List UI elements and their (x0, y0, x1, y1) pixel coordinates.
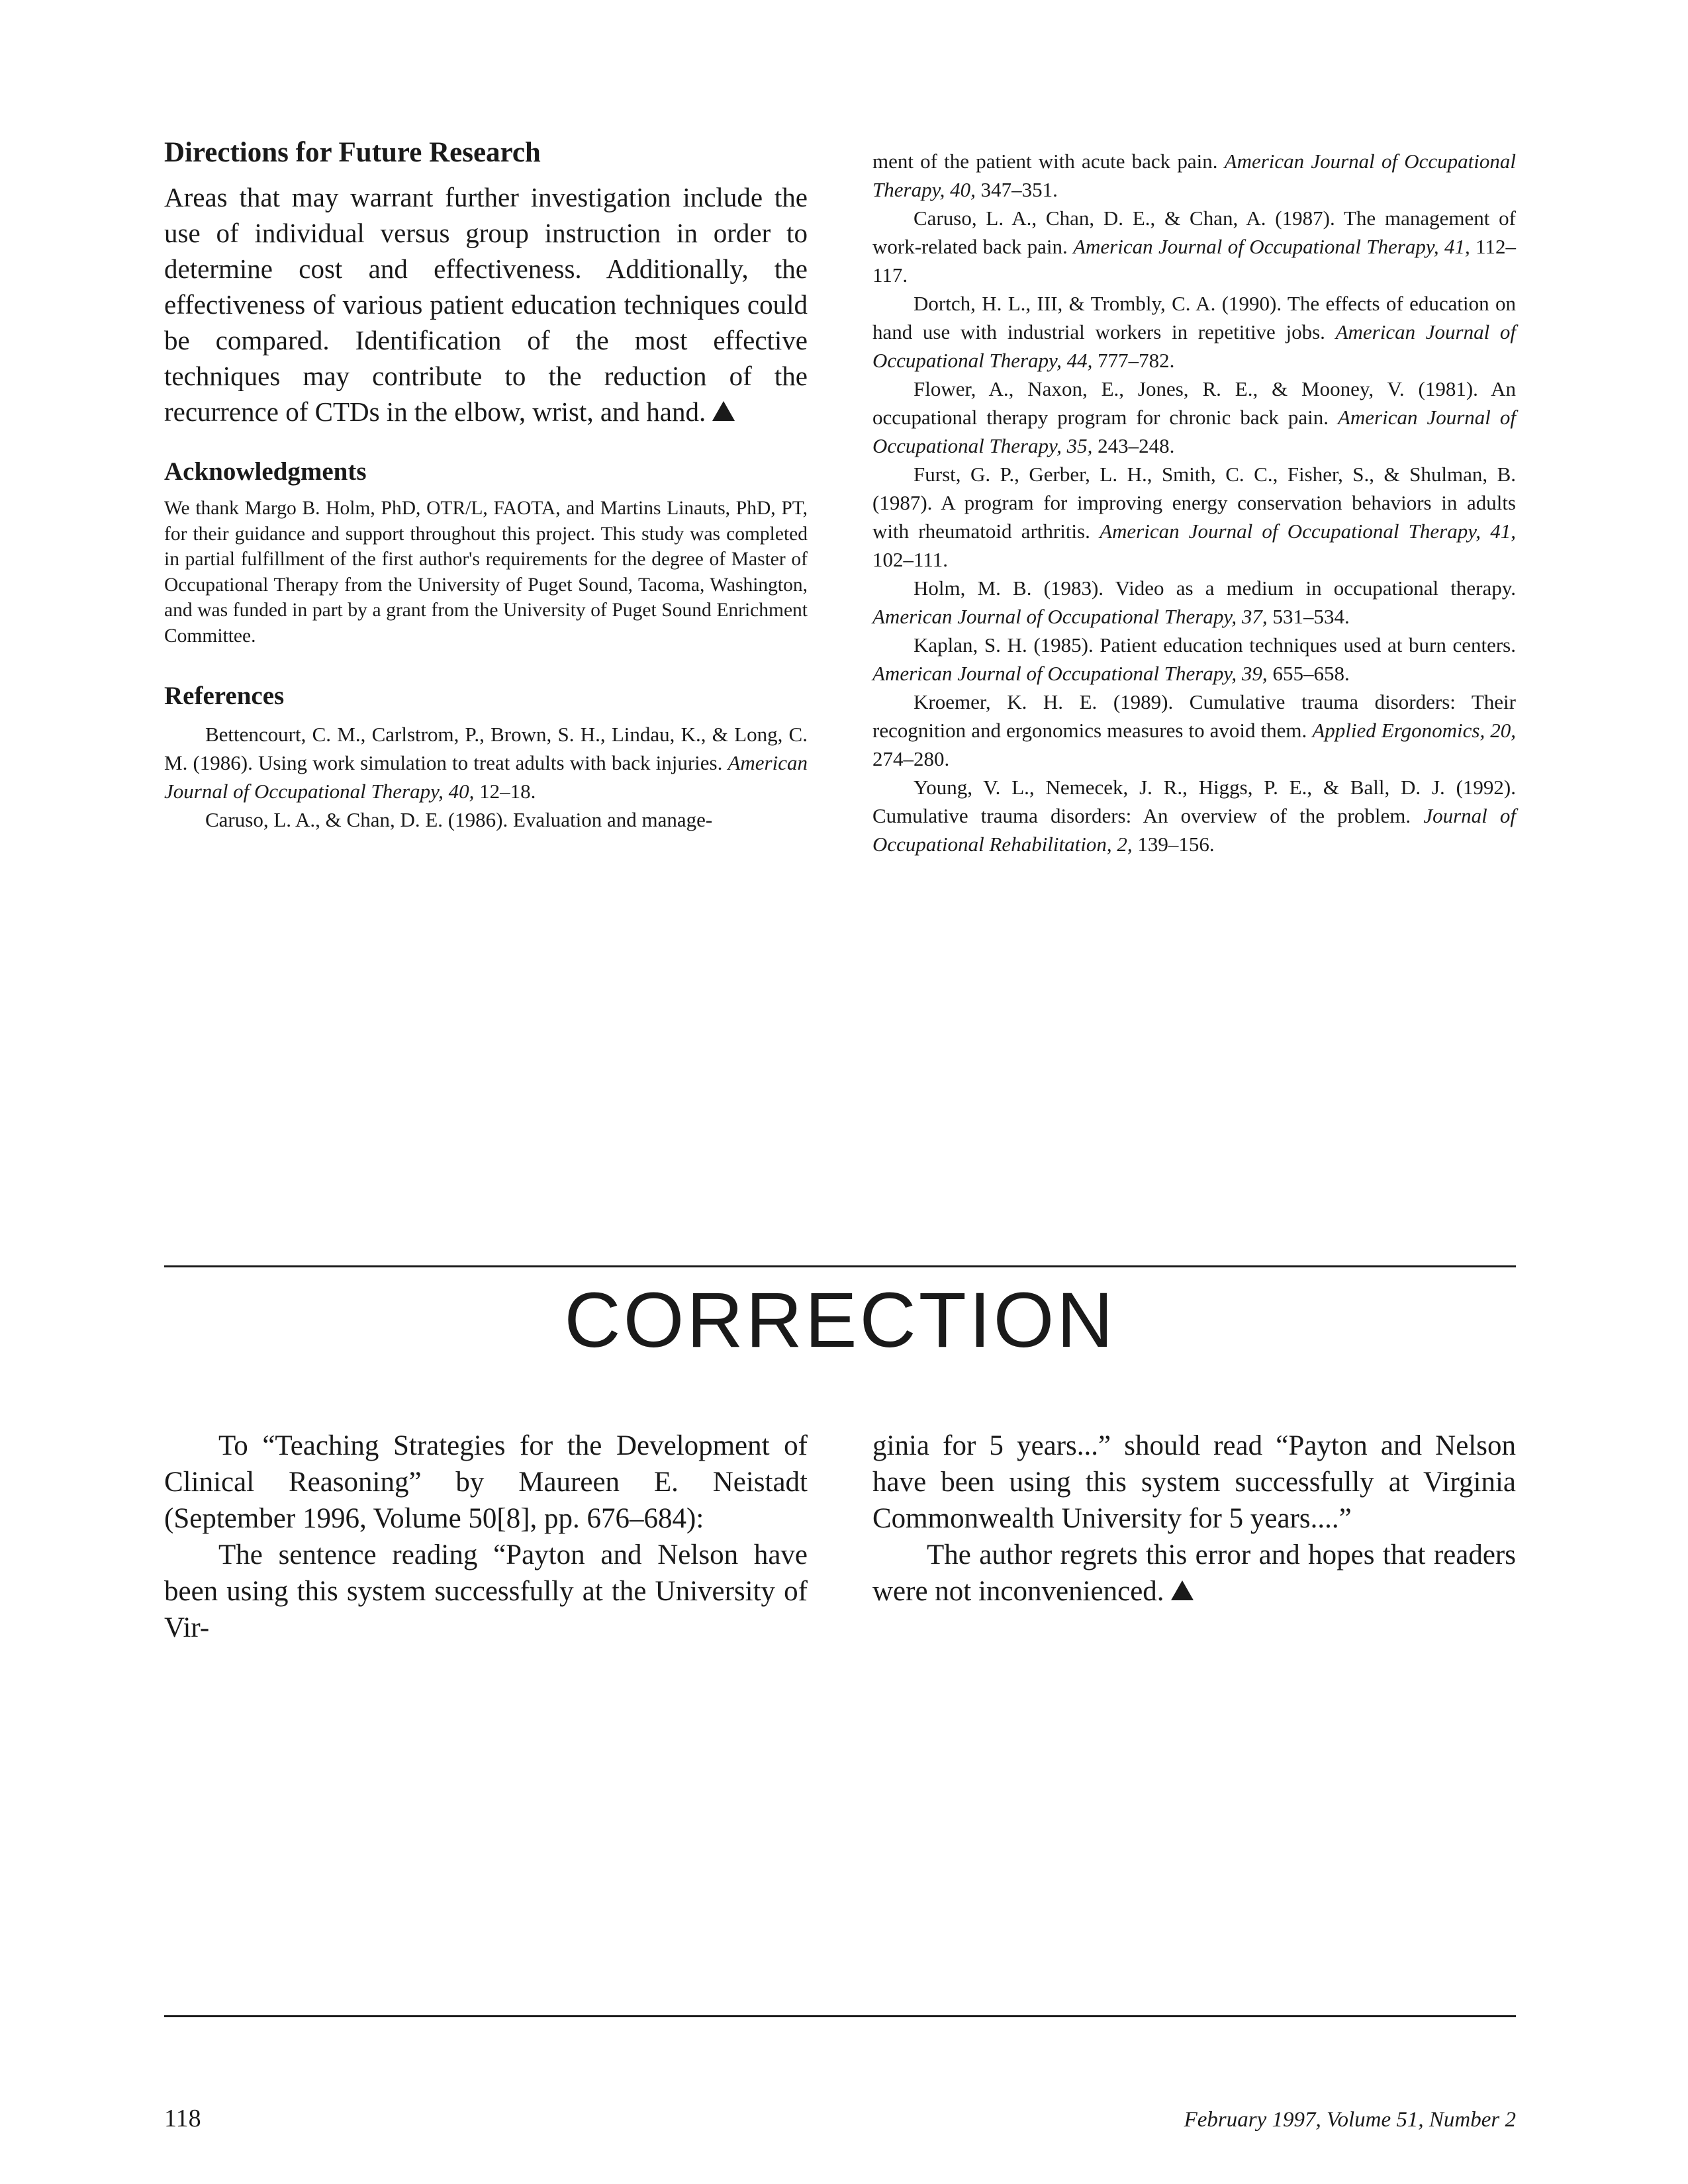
reference-text: Caruso, L. A., & Chan, D. E. (1986). Evaluation and manage- (205, 808, 713, 831)
reference-pages: 347–351. (975, 178, 1058, 201)
journal-issue: February 1997, Volume 51, Number 2 (1184, 2108, 1516, 2132)
reference-journal: American Journal of Occupational Therapy, 39, (872, 662, 1268, 685)
reference-continuation (872, 147, 1516, 204)
reference-text: Holm, M. B. (1983). Video as a medium in occupational therapy. (914, 576, 1516, 600)
correction-left-column (164, 1428, 808, 1646)
end-mark-triangle-icon (712, 401, 735, 421)
reference-pages: 243–248. (1092, 434, 1175, 457)
correction-paragraph (872, 1537, 1516, 1610)
reference-pages: 102–111. (872, 548, 948, 571)
right-column-top (872, 147, 1516, 858)
reference-journal: Applied Ergonomics, 20, (1312, 719, 1516, 742)
reference-text: Kaplan, S. H. (1985). Patient education techniques used at burn centers. (914, 633, 1516, 657)
reference-text: Young, V. L., Nemecek, J. R., Higgs, P. E., & Ball, D. J. (1992). Cumulative trauma disorders: An overview of the problem. (872, 776, 1516, 827)
future-research-body: Areas that may warrant further investigation include the use of individual versus group instruction in order to determine cost and effectiveness. Additionally, the effectiveness of various patient education techniques could be compared. Identification of the most effective techniques may contribute to the reduction of the recurrence of CTDs in the elbow, wrist, and hand. (164, 182, 808, 427)
references-heading: References (164, 682, 285, 710)
reference-text: Caruso, L. A., Chan, D. E., & Chan, A. (1987). The management of work-related back pain. (872, 206, 1516, 258)
reference-text: Kroemer, K. H. E. (1989). Cumulative trauma disorders: Their recognition and ergonomics measures to avoid them. (872, 690, 1516, 742)
acknowledgments-text: We thank Margo B. Holm, PhD, OTR/L, FAOTA, and Martins Linauts, PhD, PT, for their guidance and support throughout this project. This study was completed in partial fulfillment of the first author's requirements for the degree of Master of Occupational Therapy from the University of Puget Sound, Tacoma, Washington, and was funded in part by a grant from the University of Puget Sound Enrichment Committee. (164, 498, 808, 647)
correction-paragraph: ginia for 5 years...” should read “Payton and Nelson have been using this system successfully at Virginia Commonwealth University for 5 years....” (872, 1430, 1516, 1534)
page-number: 118 (164, 2105, 201, 2132)
reference-pages: 139–156. (1132, 833, 1215, 856)
correction-paragraph: The sentence reading “Payton and Nelson have been using this system successfully at the University of Vir- (164, 1539, 808, 1643)
reference-journal: American Journal of Occupational Therapy, 41, (1100, 520, 1516, 543)
reference-item (872, 289, 1516, 375)
reference-pages: 655–658. (1267, 662, 1350, 685)
reference-item (872, 375, 1516, 460)
reference-pages: 274–280. (872, 747, 950, 770)
reference-item (872, 773, 1516, 858)
correction-paragraph: To “Teaching Strategies for the Development of Clinical Reasoning” by Maureen E. Neistadt (September 1996, Volume 50[8], pp. 676–684): (164, 1430, 808, 1534)
reference-pages: 531–534. (1267, 605, 1350, 628)
correction-top-rule (164, 1265, 1516, 1267)
reference-journal: American Journal of Occupational Therapy, 40, (872, 150, 1516, 201)
reference-text: Dortch, H. L., III, & Trombly, C. A. (1990). The effects of education on hand use with industrial workers in repetitive jobs. (872, 292, 1516, 343)
references-list-right (872, 204, 1516, 858)
reference-pages: 112–117. (872, 235, 1516, 287)
reference-journal: Journal of Occupational Rehabilitation, 2, (872, 804, 1516, 856)
future-research-heading: Directions for Future Research (164, 137, 541, 168)
reference-item (872, 574, 1516, 631)
reference-journal: American Journal of Occupational Therapy, 37, (872, 605, 1268, 628)
references-list-left (164, 720, 808, 834)
reference-journal: American Journal of Occupational Therapy, 41, (1073, 235, 1470, 258)
future-research-text (164, 179, 808, 430)
reference-journal: American Journal of Occupational Therapy, 40, (164, 751, 808, 803)
reference-item (872, 631, 1516, 688)
reference-text: ment of the patient with acute back pain. (872, 150, 1225, 173)
reference-journal: American Journal of Occupational Therapy, 44, (872, 320, 1516, 372)
reference-item (872, 460, 1516, 574)
reference-text: Furst, G. P., Gerber, L. H., Smith, C. C., Fisher, S., & Shulman, B. (1987). A program for improving energy conservation behaviors in adults with rheumatoid arthritis. (872, 463, 1516, 543)
correction-right-column (872, 1428, 1516, 1610)
reference-text: Flower, A., Naxon, E., Jones, R. E., & Mooney, V. (1981). An occupational therapy program for chronic back pain. (872, 377, 1516, 429)
correction-closing-text: The author regrets this error and hopes that readers were not inconvenienced. (872, 1539, 1516, 1607)
reference-item (872, 204, 1516, 289)
reference-journal: American Journal of Occupational Therapy, 35, (872, 406, 1516, 457)
reference-item (164, 805, 808, 834)
footer-rule (164, 2015, 1516, 2017)
left-column-top (164, 136, 808, 834)
acknowledgments-heading: Acknowledgments (164, 457, 367, 486)
end-mark-triangle-icon (1171, 1580, 1194, 1600)
reference-text: Bettencourt, C. M., Carlstrom, P., Brown, S. H., Lindau, K., & Long, C. M. (1986). Using work simulation to treat adults with back injuries. (164, 723, 808, 774)
reference-item (872, 688, 1516, 773)
reference-pages: 12–18. (474, 780, 536, 803)
reference-item (164, 720, 808, 805)
reference-pages: 777–782. (1092, 349, 1175, 372)
correction-title: CORRECTION (564, 1277, 1116, 1364)
